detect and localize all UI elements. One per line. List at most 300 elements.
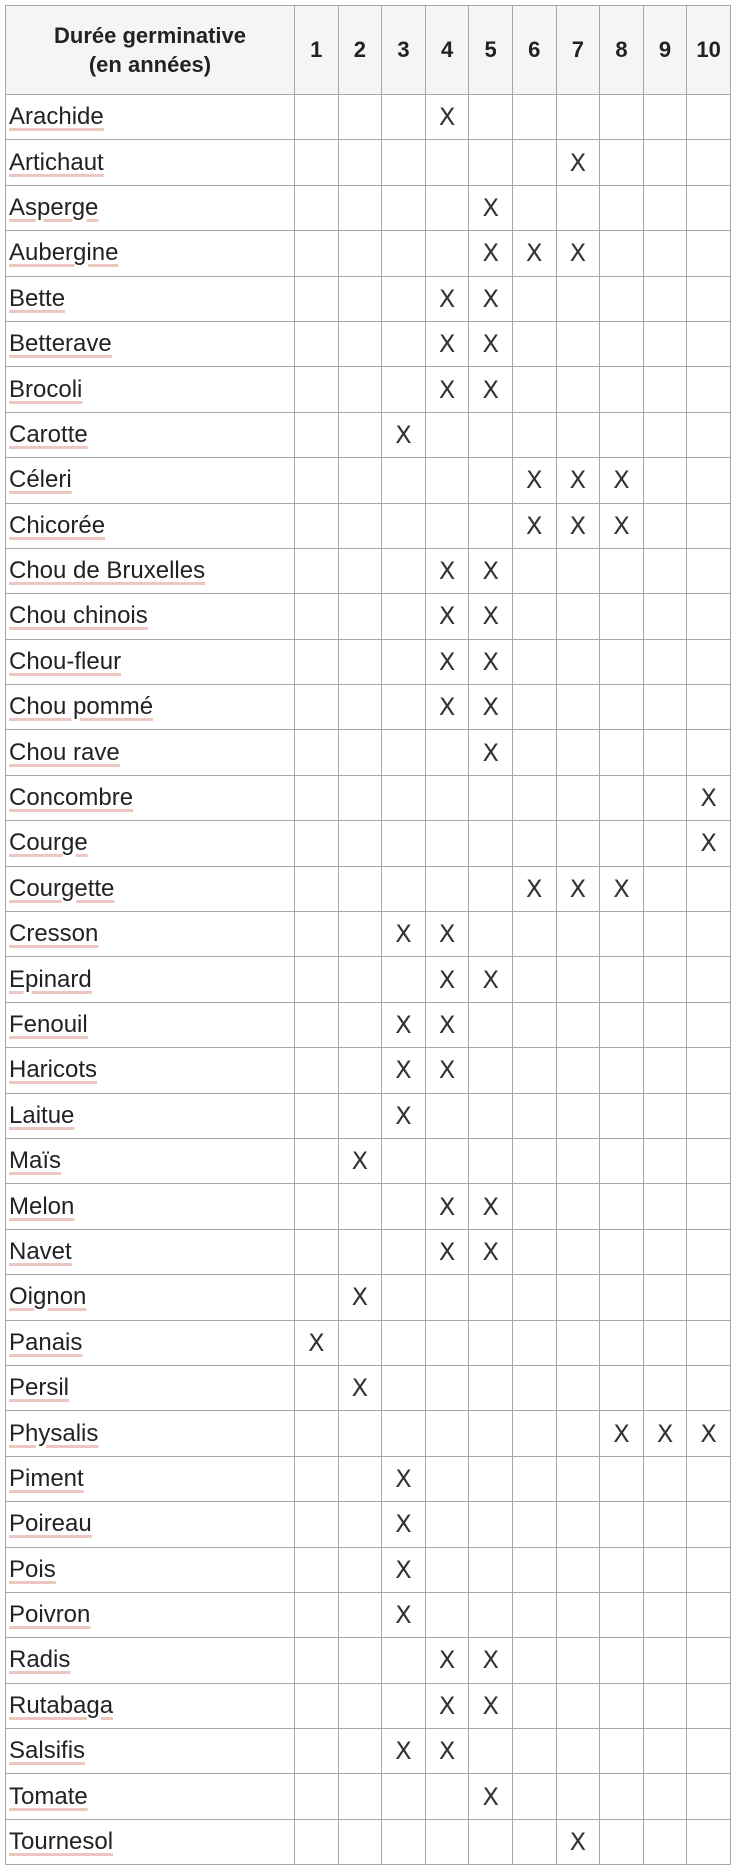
empty-cell-year-4	[425, 1592, 469, 1637]
empty-cell-year-2	[338, 548, 382, 593]
empty-cell-year-8	[600, 140, 644, 185]
vegetable-name-cell	[6, 1048, 295, 1093]
empty-cell-year-1	[295, 775, 339, 820]
empty-cell-year-6	[512, 821, 556, 866]
empty-cell-year-3	[382, 1638, 426, 1683]
empty-cell-year-2	[338, 503, 382, 548]
empty-cell-year-5	[469, 1819, 513, 1864]
empty-cell-year-2	[338, 1683, 382, 1728]
empty-cell-year-6	[512, 1229, 556, 1274]
mark-cell-year-4: X	[425, 95, 469, 140]
empty-cell-year-7	[556, 1592, 600, 1637]
empty-cell-year-10	[687, 685, 731, 730]
empty-cell-year-7	[556, 594, 600, 639]
vegetable-name: Arachide	[9, 103, 104, 131]
empty-cell-year-8	[600, 1275, 644, 1320]
empty-cell-year-10	[687, 548, 731, 593]
mark-cell-year-3: X	[382, 1002, 426, 1047]
table-row	[6, 1592, 731, 1637]
empty-cell-year-4	[425, 775, 469, 820]
empty-cell-year-3	[382, 1819, 426, 1864]
empty-cell-year-9	[643, 639, 687, 684]
mark-cell-year-5: X	[469, 1184, 513, 1229]
mark-cell-year-10: X	[687, 1411, 731, 1456]
empty-cell-year-4	[425, 140, 469, 185]
table-row	[6, 1048, 731, 1093]
empty-cell-year-4	[425, 231, 469, 276]
mark-cell-year-5: X	[469, 185, 513, 230]
empty-cell-year-9	[643, 321, 687, 366]
empty-cell-year-8	[600, 821, 644, 866]
empty-cell-year-6	[512, 1592, 556, 1637]
vegetable-name: Chicorée	[9, 511, 106, 539]
empty-cell-year-10	[687, 866, 731, 911]
empty-cell-year-9	[643, 1683, 687, 1728]
empty-cell-year-6	[512, 594, 556, 639]
empty-cell-year-6	[512, 1275, 556, 1320]
empty-cell-year-1	[295, 1275, 339, 1320]
table-row	[6, 458, 731, 503]
empty-cell-year-9	[643, 912, 687, 957]
vegetable-name: Tournesol	[9, 1828, 114, 1856]
empty-cell-year-7	[556, 1320, 600, 1365]
mark-cell-year-4: X	[425, 367, 469, 412]
mark-cell-year-4: X	[425, 639, 469, 684]
empty-cell-year-8	[600, 1547, 644, 1592]
empty-cell-year-8	[600, 957, 644, 1002]
empty-cell-year-3	[382, 548, 426, 593]
empty-cell-year-9	[643, 276, 687, 321]
vegetable-name: Chou chinois	[9, 602, 148, 630]
empty-cell-year-5	[469, 1592, 513, 1637]
empty-cell-year-3	[382, 1320, 426, 1365]
empty-cell-year-7	[556, 730, 600, 775]
empty-cell-year-3	[382, 185, 426, 230]
empty-cell-year-2	[338, 1048, 382, 1093]
empty-cell-year-2	[338, 821, 382, 866]
mark-cell-year-2: X	[338, 1138, 382, 1183]
mark-cell-year-2: X	[338, 1365, 382, 1410]
empty-cell-year-6	[512, 140, 556, 185]
vegetable-name-cell	[6, 548, 295, 593]
empty-cell-year-8	[600, 912, 644, 957]
table-row	[6, 821, 731, 866]
empty-cell-year-1	[295, 1729, 339, 1774]
vegetable-name: Navet	[9, 1237, 72, 1265]
mark-cell-year-5: X	[469, 594, 513, 639]
empty-cell-year-10	[687, 1774, 731, 1819]
vegetable-name-cell	[6, 1411, 295, 1456]
empty-cell-year-5	[469, 140, 513, 185]
vegetable-name-cell	[6, 458, 295, 503]
header-year-10: 10	[687, 6, 731, 95]
empty-cell-year-9	[643, 821, 687, 866]
empty-cell-year-7	[556, 1365, 600, 1410]
empty-cell-year-7	[556, 185, 600, 230]
mark-cell-year-3: X	[382, 1048, 426, 1093]
empty-cell-year-8	[600, 412, 644, 457]
empty-cell-year-7	[556, 1774, 600, 1819]
vegetable-name-cell	[6, 1729, 295, 1774]
empty-cell-year-3	[382, 1411, 426, 1456]
header-title	[6, 6, 295, 95]
empty-cell-year-10	[687, 1502, 731, 1547]
empty-cell-year-9	[643, 1774, 687, 1819]
empty-cell-year-4	[425, 1138, 469, 1183]
empty-cell-year-10	[687, 639, 731, 684]
empty-cell-year-7	[556, 957, 600, 1002]
empty-cell-year-1	[295, 1184, 339, 1229]
empty-cell-year-4	[425, 1774, 469, 1819]
empty-cell-year-8	[600, 185, 644, 230]
empty-cell-year-2	[338, 412, 382, 457]
empty-cell-year-8	[600, 1819, 644, 1864]
empty-cell-year-7	[556, 1184, 600, 1229]
empty-cell-year-9	[643, 1275, 687, 1320]
empty-cell-year-7	[556, 1138, 600, 1183]
empty-cell-year-1	[295, 1365, 339, 1410]
empty-cell-year-8	[600, 1320, 644, 1365]
vegetable-name-cell	[6, 912, 295, 957]
vegetable-name: Courge	[9, 829, 88, 857]
empty-cell-year-7	[556, 276, 600, 321]
empty-cell-year-2	[338, 1184, 382, 1229]
empty-cell-year-10	[687, 458, 731, 503]
vegetable-name-cell	[6, 1275, 295, 1320]
table-header	[6, 6, 731, 95]
empty-cell-year-6	[512, 912, 556, 957]
empty-cell-year-8	[600, 367, 644, 412]
empty-cell-year-9	[643, 1502, 687, 1547]
vegetable-name-cell	[6, 1138, 295, 1183]
header-year-3: 3	[382, 6, 426, 95]
empty-cell-year-10	[687, 1365, 731, 1410]
empty-cell-year-7	[556, 1093, 600, 1138]
table-row	[6, 1184, 731, 1229]
empty-cell-year-9	[643, 1184, 687, 1229]
empty-cell-year-3	[382, 231, 426, 276]
empty-cell-year-10	[687, 231, 731, 276]
empty-cell-year-3	[382, 1275, 426, 1320]
empty-cell-year-1	[295, 866, 339, 911]
table-row	[6, 185, 731, 230]
empty-cell-year-6	[512, 276, 556, 321]
mark-cell-year-3: X	[382, 1547, 426, 1592]
empty-cell-year-2	[338, 1456, 382, 1501]
mark-cell-year-4: X	[425, 957, 469, 1002]
table-row	[6, 1275, 731, 1320]
empty-cell-year-10	[687, 1093, 731, 1138]
mark-cell-year-3: X	[382, 1729, 426, 1774]
empty-cell-year-9	[643, 95, 687, 140]
mark-cell-year-7: X	[556, 866, 600, 911]
vegetable-name-cell	[6, 1365, 295, 1410]
empty-cell-year-6	[512, 1320, 556, 1365]
mark-cell-year-4: X	[425, 1729, 469, 1774]
vegetable-name: Aubergine	[9, 239, 119, 267]
header-title-line2: (en années)	[88, 52, 212, 77]
empty-cell-year-7	[556, 1502, 600, 1547]
empty-cell-year-1	[295, 185, 339, 230]
table-row	[6, 1365, 731, 1410]
empty-cell-year-1	[295, 1456, 339, 1501]
vegetable-name-cell	[6, 1229, 295, 1274]
vegetable-name: Haricots	[9, 1056, 98, 1084]
empty-cell-year-4	[425, 1502, 469, 1547]
vegetable-name: Artichaut	[9, 148, 104, 176]
empty-cell-year-3	[382, 594, 426, 639]
empty-cell-year-4	[425, 185, 469, 230]
mark-cell-year-4: X	[425, 276, 469, 321]
empty-cell-year-10	[687, 140, 731, 185]
empty-cell-year-7	[556, 1729, 600, 1774]
empty-cell-year-4	[425, 1093, 469, 1138]
vegetable-name: Brocoli	[9, 375, 83, 403]
vegetable-name: Panais	[9, 1328, 83, 1356]
table-row	[6, 1320, 731, 1365]
empty-cell-year-8	[600, 1592, 644, 1637]
empty-cell-year-10	[687, 912, 731, 957]
empty-cell-year-3	[382, 140, 426, 185]
empty-cell-year-7	[556, 1411, 600, 1456]
empty-cell-year-6	[512, 548, 556, 593]
empty-cell-year-7	[556, 1638, 600, 1683]
empty-cell-year-6	[512, 730, 556, 775]
table-row	[6, 1729, 731, 1774]
empty-cell-year-10	[687, 1819, 731, 1864]
empty-cell-year-10	[687, 1729, 731, 1774]
empty-cell-year-9	[643, 1093, 687, 1138]
empty-cell-year-3	[382, 95, 426, 140]
empty-cell-year-5	[469, 95, 513, 140]
vegetable-name-cell	[6, 140, 295, 185]
empty-cell-year-3	[382, 775, 426, 820]
table-row	[6, 321, 731, 366]
table-row	[6, 1456, 731, 1501]
empty-cell-year-5	[469, 912, 513, 957]
empty-cell-year-9	[643, 730, 687, 775]
vegetable-name-cell	[6, 185, 295, 230]
empty-cell-year-7	[556, 1002, 600, 1047]
mark-cell-year-7: X	[556, 458, 600, 503]
empty-cell-year-6	[512, 1048, 556, 1093]
empty-cell-year-9	[643, 1547, 687, 1592]
vegetable-name: Cresson	[9, 920, 99, 948]
empty-cell-year-8	[600, 1729, 644, 1774]
mark-cell-year-10: X	[687, 821, 731, 866]
empty-cell-year-1	[295, 821, 339, 866]
empty-cell-year-6	[512, 1138, 556, 1183]
empty-cell-year-9	[643, 1138, 687, 1183]
empty-cell-year-5	[469, 503, 513, 548]
empty-cell-year-10	[687, 1184, 731, 1229]
vegetable-name: Poivron	[9, 1601, 91, 1629]
empty-cell-year-7	[556, 367, 600, 412]
empty-cell-year-10	[687, 1638, 731, 1683]
empty-cell-year-10	[687, 367, 731, 412]
empty-cell-year-6	[512, 412, 556, 457]
empty-cell-year-1	[295, 1411, 339, 1456]
mark-cell-year-8: X	[600, 866, 644, 911]
vegetable-name: Rutabaga	[9, 1691, 114, 1719]
vegetable-name: Asperge	[9, 193, 99, 221]
empty-cell-year-10	[687, 412, 731, 457]
empty-cell-year-9	[643, 458, 687, 503]
vegetable-name: Radis	[9, 1646, 71, 1674]
vegetable-name: Epinard	[9, 965, 92, 993]
mark-cell-year-8: X	[600, 458, 644, 503]
empty-cell-year-1	[295, 912, 339, 957]
empty-cell-year-8	[600, 321, 644, 366]
empty-cell-year-9	[643, 1048, 687, 1093]
empty-cell-year-3	[382, 866, 426, 911]
empty-cell-year-9	[643, 412, 687, 457]
empty-cell-year-8	[600, 685, 644, 730]
empty-cell-year-9	[643, 367, 687, 412]
empty-cell-year-4	[425, 1275, 469, 1320]
empty-cell-year-6	[512, 1547, 556, 1592]
table-row	[6, 1411, 731, 1456]
mark-cell-year-3: X	[382, 1592, 426, 1637]
empty-cell-year-7	[556, 1048, 600, 1093]
empty-cell-year-7	[556, 775, 600, 820]
empty-cell-year-10	[687, 1275, 731, 1320]
mark-cell-year-5: X	[469, 1774, 513, 1819]
empty-cell-year-3	[382, 1774, 426, 1819]
vegetable-name: Physalis	[9, 1419, 99, 1447]
empty-cell-year-10	[687, 1456, 731, 1501]
empty-cell-year-8	[600, 548, 644, 593]
empty-cell-year-2	[338, 276, 382, 321]
empty-cell-year-8	[600, 1048, 644, 1093]
empty-cell-year-6	[512, 1774, 556, 1819]
empty-cell-year-6	[512, 1411, 556, 1456]
empty-cell-year-2	[338, 639, 382, 684]
empty-cell-year-2	[338, 594, 382, 639]
empty-cell-year-2	[338, 912, 382, 957]
empty-cell-year-9	[643, 1819, 687, 1864]
mark-cell-year-1: X	[295, 1320, 339, 1365]
vegetable-name: Betterave	[9, 330, 112, 358]
vegetable-name-cell	[6, 821, 295, 866]
header-year-8: 8	[600, 6, 644, 95]
empty-cell-year-5	[469, 1456, 513, 1501]
vegetable-name: Bette	[9, 284, 66, 312]
empty-cell-year-5	[469, 412, 513, 457]
empty-cell-year-5	[469, 1002, 513, 1047]
empty-cell-year-6	[512, 1002, 556, 1047]
vegetable-name-cell	[6, 866, 295, 911]
empty-cell-year-7	[556, 685, 600, 730]
empty-cell-year-9	[643, 231, 687, 276]
empty-cell-year-8	[600, 1229, 644, 1274]
empty-cell-year-6	[512, 775, 556, 820]
empty-cell-year-9	[643, 866, 687, 911]
empty-cell-year-9	[643, 1320, 687, 1365]
empty-cell-year-6	[512, 1456, 556, 1501]
vegetable-name-cell	[6, 594, 295, 639]
empty-cell-year-6	[512, 957, 556, 1002]
empty-cell-year-8	[600, 1502, 644, 1547]
empty-cell-year-10	[687, 95, 731, 140]
mark-cell-year-5: X	[469, 1683, 513, 1728]
header-year-6: 6	[512, 6, 556, 95]
empty-cell-year-8	[600, 730, 644, 775]
empty-cell-year-6	[512, 1093, 556, 1138]
table-row	[6, 503, 731, 548]
vegetable-name: Courgette	[9, 874, 115, 902]
mark-cell-year-5: X	[469, 957, 513, 1002]
vegetable-name-cell	[6, 276, 295, 321]
vegetable-name-cell	[6, 1638, 295, 1683]
vegetable-name-cell	[6, 775, 295, 820]
vegetable-name-cell	[6, 639, 295, 684]
empty-cell-year-1	[295, 1002, 339, 1047]
empty-cell-year-1	[295, 594, 339, 639]
empty-cell-year-2	[338, 231, 382, 276]
empty-cell-year-1	[295, 503, 339, 548]
mark-cell-year-10: X	[687, 775, 731, 820]
empty-cell-year-7	[556, 321, 600, 366]
empty-cell-year-3	[382, 1365, 426, 1410]
vegetable-name-cell	[6, 503, 295, 548]
empty-cell-year-8	[600, 95, 644, 140]
empty-cell-year-4	[425, 1411, 469, 1456]
mark-cell-year-3: X	[382, 1093, 426, 1138]
vegetable-name: Chou pommé	[9, 693, 154, 721]
empty-cell-year-1	[295, 231, 339, 276]
vegetable-name-cell	[6, 321, 295, 366]
empty-cell-year-10	[687, 957, 731, 1002]
empty-cell-year-3	[382, 639, 426, 684]
empty-cell-year-9	[643, 1456, 687, 1501]
empty-cell-year-6	[512, 1184, 556, 1229]
empty-cell-year-2	[338, 185, 382, 230]
vegetable-name: Salsifis	[9, 1737, 86, 1765]
empty-cell-year-2	[338, 1502, 382, 1547]
mark-cell-year-4: X	[425, 685, 469, 730]
empty-cell-year-3	[382, 821, 426, 866]
empty-cell-year-7	[556, 912, 600, 957]
empty-cell-year-2	[338, 458, 382, 503]
vegetable-name-cell	[6, 1774, 295, 1819]
mark-cell-year-4: X	[425, 912, 469, 957]
empty-cell-year-5	[469, 1093, 513, 1138]
header-year-5: 5	[469, 6, 513, 95]
vegetable-name: Concombre	[9, 784, 134, 812]
mark-cell-year-4: X	[425, 594, 469, 639]
table-row	[6, 1547, 731, 1592]
empty-cell-year-2	[338, 866, 382, 911]
empty-cell-year-6	[512, 639, 556, 684]
empty-cell-year-5	[469, 821, 513, 866]
table-row	[6, 685, 731, 730]
empty-cell-year-2	[338, 1093, 382, 1138]
vegetable-name-cell	[6, 1002, 295, 1047]
vegetable-name: Tomate	[9, 1782, 88, 1810]
empty-cell-year-1	[295, 1229, 339, 1274]
empty-cell-year-2	[338, 1592, 382, 1637]
empty-cell-year-8	[600, 1774, 644, 1819]
empty-cell-year-7	[556, 1275, 600, 1320]
mark-cell-year-5: X	[469, 685, 513, 730]
vegetable-name: Chou rave	[9, 738, 120, 766]
empty-cell-year-1	[295, 1547, 339, 1592]
empty-cell-year-2	[338, 140, 382, 185]
empty-cell-year-10	[687, 503, 731, 548]
empty-cell-year-4	[425, 1365, 469, 1410]
vegetable-name: Fenouil	[9, 1011, 88, 1038]
